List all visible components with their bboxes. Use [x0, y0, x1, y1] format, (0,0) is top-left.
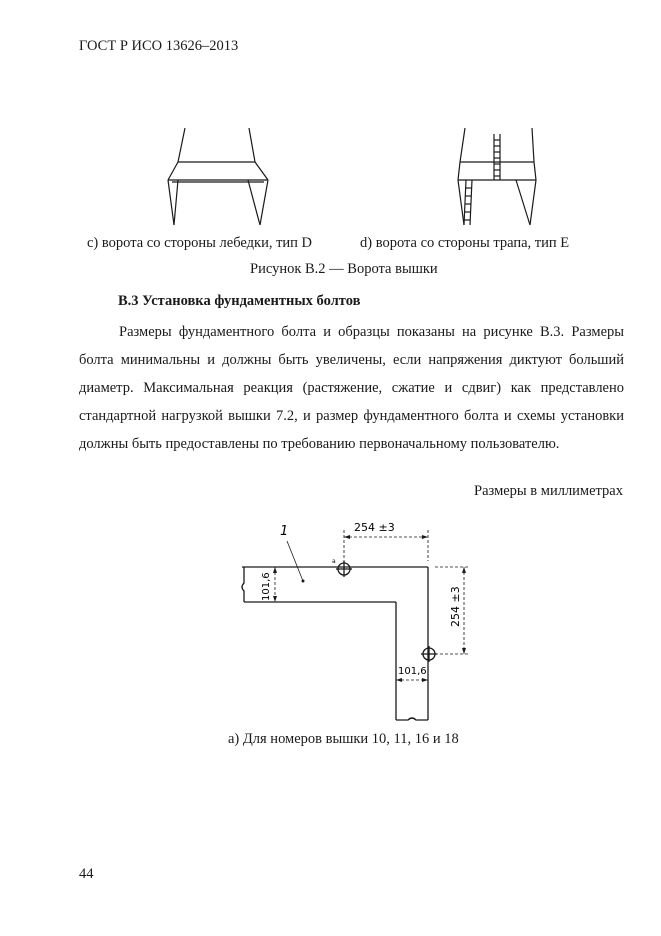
section-body: [79, 318, 624, 458]
page-number: 44: [79, 866, 94, 882]
caption-gate-type-e: d) ворота со стороны трапа, тип E: [360, 235, 570, 251]
bolt-holes: [336, 561, 437, 662]
figure-b3-caption: a) Для номеров вышки 10, 11, 16 и 18: [228, 731, 459, 747]
figure-b3-drawing: [230, 515, 490, 730]
dim-bottom-label: 101,6: [398, 666, 427, 677]
break-line-left: [242, 567, 244, 602]
gate-type-e-drawing: [458, 128, 536, 225]
dim-top-label: 254 ±3: [354, 521, 395, 534]
figure-b2-title: Рисунок B.2 — Ворота вышки: [250, 261, 438, 277]
gate-type-d-drawing: [168, 128, 268, 225]
figure-b2-drawings: [150, 120, 550, 230]
label-note-a: a: [332, 558, 336, 565]
caption-gate-type-d: c) ворота со стороны лебедки, тип D: [87, 235, 313, 251]
section-title: B.3 Установка фундаментных болтов: [118, 293, 361, 309]
label-item-1: 1: [280, 524, 289, 539]
leader-line-1: [287, 541, 303, 581]
break-line-bottom: [396, 718, 428, 720]
section-paragraph: Размеры фундаментного болта и образцы показаны на рисунке B.3. Размеры болта минимальны и должны быть увеличены, если напряжения диктуют больший диаметр. Максимальная реакция (растяжение, сжатие и сдвиг) как представлено стандартной нагрузкой вышки 7.2, и размер фундаментного болта и схемы установки должны быть предоставлены по требованию первоначальному пользователю.: [79, 324, 624, 452]
dim-left-label: 101,6: [261, 572, 272, 601]
dim-right-label: 254 ±3: [449, 586, 462, 627]
document-code: ГОСТ Р ИСО 13626–2013: [79, 38, 239, 54]
units-note: Размеры в миллиметрах: [474, 483, 623, 499]
